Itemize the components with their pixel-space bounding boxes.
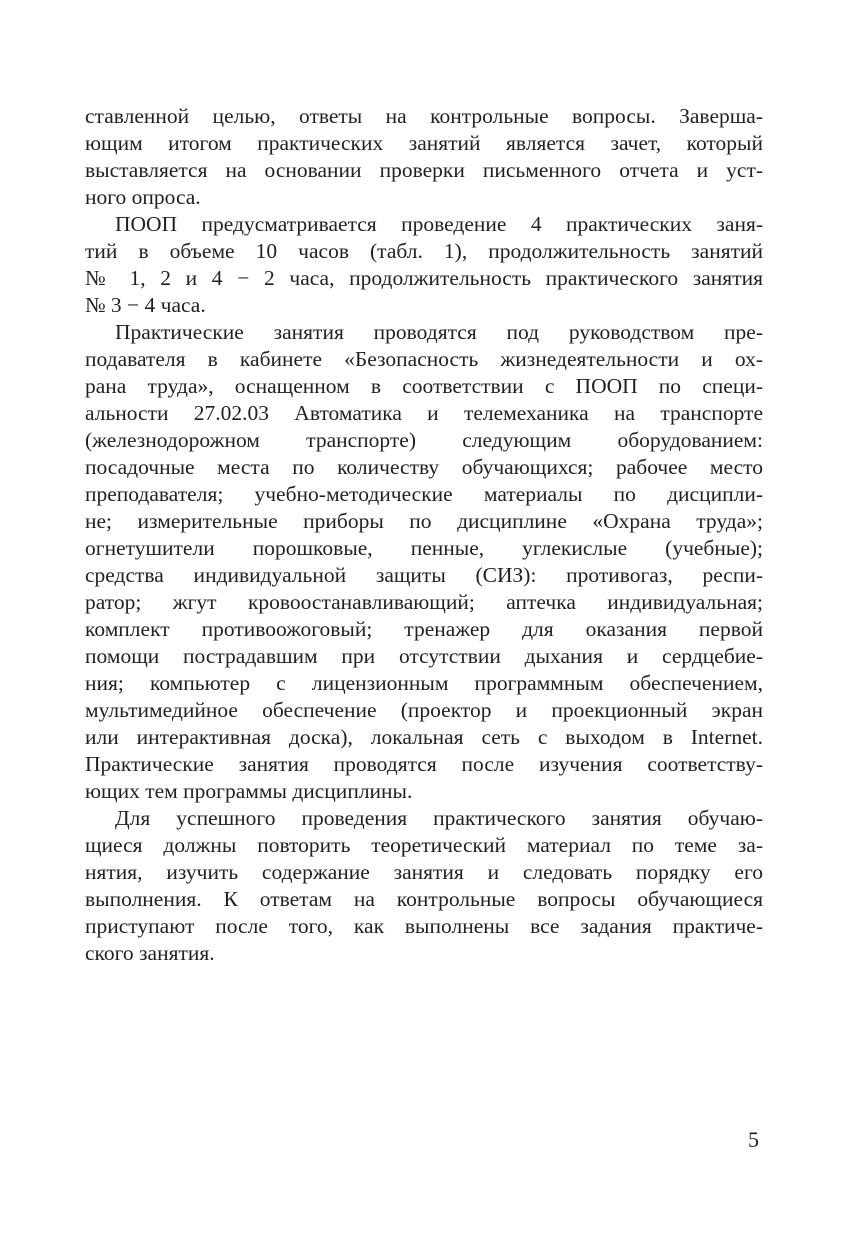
text-line: не; измерительные приборы по дисциплине «Охрана труда»; xyxy=(85,509,763,533)
paragraph xyxy=(85,805,763,967)
text-line: ставленной целью, ответы на контрольные вопросы. Заверша- xyxy=(85,104,763,128)
text-line: приступают после того, как выполнены все задания практиче- xyxy=(85,914,763,938)
text-line: ского занятия. xyxy=(85,941,215,965)
text-line: подавателя в кабинете «Безопасность жизнедеятельности и ох- xyxy=(85,347,763,371)
page-number: 5 xyxy=(748,1127,759,1152)
text-line: тий в объеме 10 часов (табл. 1), продолжительность занятий xyxy=(85,239,763,263)
text-line: или интерактивная доска), локальная сеть с выходом в Internet. xyxy=(85,725,763,749)
text-line: ния; компьютер с лицензионным программным обеспечением, xyxy=(85,671,763,695)
text-line: Для успешного проведения практического занятия обучаю- xyxy=(115,806,763,830)
text-line: преподавателя; учебно-методические материалы по дисципли- xyxy=(85,482,763,506)
text-line: рана труда», оснащенном в соответствии с ПООП по специ- xyxy=(85,374,763,398)
text-line: комплект противоожоговый; тренажер для оказания первой xyxy=(85,617,763,641)
paragraph xyxy=(85,319,763,805)
text-line: № 1, 2 и 4 − 2 часа, продолжительность практического занятия xyxy=(85,266,763,290)
paragraph xyxy=(85,103,763,211)
text-line: нятия, изучить содержание занятия и следовать порядку его xyxy=(85,860,763,884)
text-line: № 3 − 4 часа. xyxy=(85,293,206,317)
body-text xyxy=(85,103,763,967)
text-line: огнетушители порошковые, пенные, углекислые (учебные); xyxy=(85,536,763,560)
text-line: щиеся должны повторить теоретический материал по теме за- xyxy=(85,833,763,857)
text-line: ратор; жгут кровоостанавливающий; аптечка индивидуальная; xyxy=(85,590,763,614)
text-line: ющих тем программы дисциплины. xyxy=(85,779,413,803)
text-line: выставляется на основании проверки письменного отчета и уст- xyxy=(85,158,763,182)
text-line: ющим итогом практических занятий является зачет, который xyxy=(85,131,763,155)
text-line: помощи пострадавшим при отсутствии дыхания и сердцебие- xyxy=(85,644,763,668)
text-line: мультимедийное обеспечение (проектор и проекционный экран xyxy=(85,698,763,722)
text-line: ПООП предусматривается проведение 4 практических заня- xyxy=(115,212,763,236)
text-line: выполнения. К ответам на контрольные вопросы обучающиеся xyxy=(85,887,763,911)
text-line: посадочные места по количеству обучающихся; рабочее место xyxy=(85,455,763,479)
paragraph xyxy=(85,211,763,319)
text-line: альности 27.02.03 Автоматика и телемеханика на транспорте xyxy=(85,401,763,425)
text-line: (железнодорожном транспорте) следующим оборудованием: xyxy=(85,428,763,452)
text-line: Практические занятия проводятся под руководством пре- xyxy=(115,320,763,344)
text-line: Практические занятия проводятся после изучения соответству- xyxy=(85,752,763,776)
text-line: ного опроса. xyxy=(85,185,201,209)
text-line: средства индивидуальной защиты (СИЗ): противогаз, респи- xyxy=(85,563,763,587)
